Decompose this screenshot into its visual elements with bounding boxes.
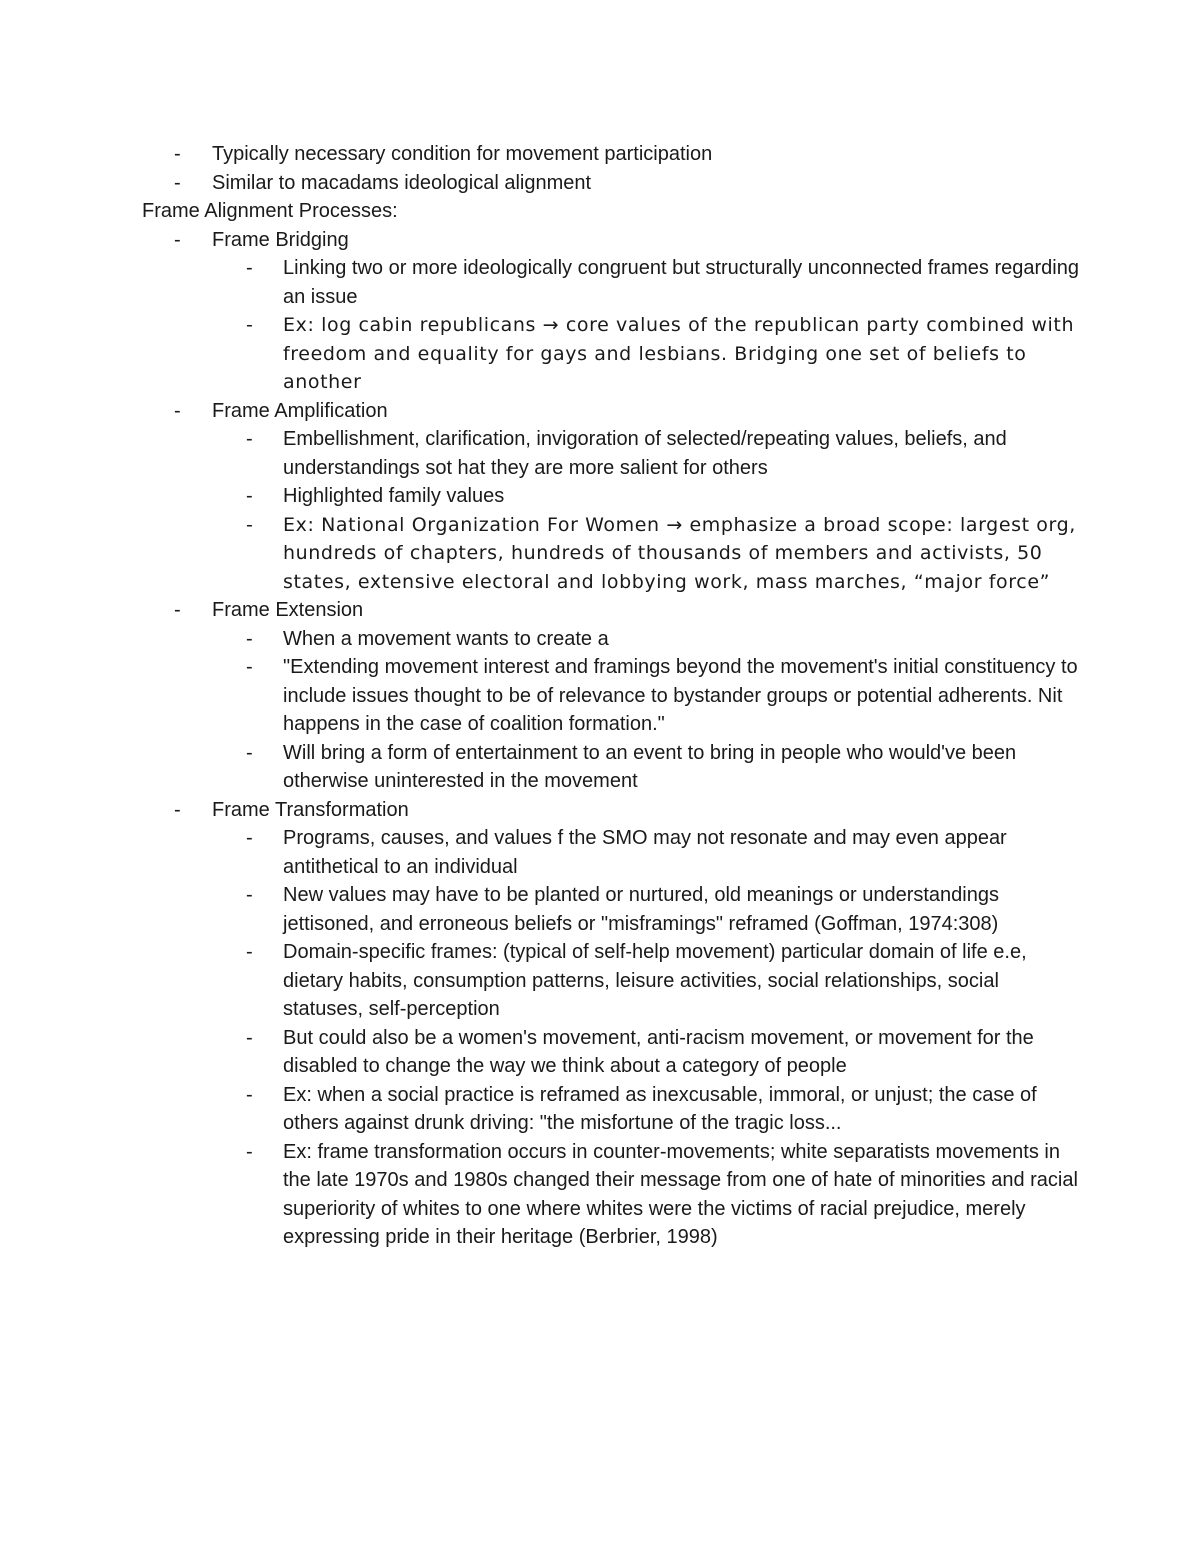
bullet-text: Ex: frame transformation occurs in counter-movements; white separatists movements in the late 1970s and 1980s changed their message from one of hate of minorities and racial superiority of whites to one where whites were the victims of racial prejudice, merely expressing pride in their heritage (Berbrier, 1998) (283, 1140, 1078, 1248)
bullet-dash: - (174, 599, 181, 621)
bullet-text: Similar to macadams ideological alignment (212, 171, 592, 194)
bullet-dash: - (246, 1083, 253, 1106)
sub-bullet-item (140, 511, 1080, 597)
bullet-dash: - (246, 656, 253, 678)
bullet-dash: - (246, 314, 254, 336)
bullet-item (140, 169, 1080, 198)
bullet-dash: - (174, 143, 181, 165)
sub-bullet-item (140, 425, 1080, 482)
bullet-dash: - (246, 741, 253, 764)
bullet-dash: - (174, 171, 181, 194)
sub-bullet-item (140, 739, 1080, 796)
bullet-text: When a movement wants to create a (283, 627, 609, 650)
sub-bullet-item (140, 625, 1080, 654)
sub-bullet-item (140, 1081, 1080, 1138)
bullet-text: Ex: when a social practice is reframed as inexcusable, immoral, or unjust; the case of others against drunk driving: "the misfortune of the tragic loss... (283, 1083, 1037, 1134)
bullet-dash: - (174, 399, 181, 422)
bullet-dash: - (246, 513, 254, 536)
bullet-item (140, 140, 1080, 169)
bullet-text: Ex: National Organization For Women → emphasize a broad scope: largest org, hundreds of chapters, hundreds of thousands of members and activists, 50 states, extensive electoral and lobbying work, mass marches, “major force” (283, 513, 1076, 593)
sub-bullet-item (140, 938, 1080, 1024)
bullet-text: Embellishment, clarification, invigoration of selected/repeating values, beliefs, and understandings sot hat they are more salient for others (283, 428, 1007, 479)
sub-bullet-item (140, 482, 1080, 511)
bullet-text: "Extending movement interest and framings beyond the movement's initial constituency to include issues thought to be of relevance to bystander groups or potential adherents. Nit happens in the case of coalition formation." (283, 656, 1078, 735)
bullet-item-frame-transformation (140, 796, 1080, 825)
bullet-dash: - (246, 257, 253, 279)
bullet-text: Frame Amplification (212, 399, 388, 422)
sub-bullet-item (140, 311, 1080, 397)
bullet-text: Frame Transformation (212, 798, 409, 821)
bullet-text: But could also be a women's movement, anti-racism movement, or movement for the disabled to change the way we think about a category of people (283, 1026, 1034, 1077)
bullet-text: Domain-specific frames: (typical of self-help movement) particular domain of life e.e, dietary habits, consumption patterns, leisure activities, social relationships, social statuses, self-perception (283, 941, 1027, 1020)
sub-bullet-item (140, 824, 1080, 881)
bullet-dash: - (246, 627, 253, 650)
bullet-dash: - (246, 941, 253, 963)
bullet-text: Highlighted family values (283, 485, 505, 507)
bullet-item-frame-amplification (140, 397, 1080, 426)
bullet-dash: - (246, 428, 253, 450)
bullet-item-frame-extension (140, 596, 1080, 625)
sub-bullet-item (140, 881, 1080, 938)
bullet-dash: - (246, 1140, 253, 1163)
bullet-text: Ex: log cabin republicans → core values of the republican party combined with freedom and equality for gays and lesbians. Bridging one set of beliefs to another (283, 314, 1075, 393)
sub-bullet-item (140, 1024, 1080, 1081)
bullet-text: Programs, causes, and values f the SMO may not resonate and may even appear antithetical to an individual (283, 827, 1007, 878)
sub-bullet-item (140, 653, 1080, 739)
bullet-text: New values may have to be planted or nurtured, old meanings or understandings jettisoned, and erroneous beliefs or "misframings" reframed (Goffman, 1974:308) (283, 884, 999, 935)
bullet-text: Typically necessary condition for movement participation (212, 143, 713, 165)
bullet-dash: - (174, 228, 181, 251)
sub-bullet-item (140, 254, 1080, 311)
section-heading (140, 197, 1080, 226)
bullet-text: Frame Bridging (212, 228, 349, 251)
bullet-text: Linking two or more ideologically congruent but structurally unconnected frames regarding an issue (283, 257, 1079, 308)
notes-body (140, 140, 1080, 1252)
bullet-dash: - (174, 798, 181, 821)
bullet-dash: - (246, 1026, 253, 1049)
sub-bullet-item (140, 1138, 1080, 1252)
bullet-text: Frame Extension (212, 599, 364, 621)
bullet-dash: - (246, 884, 253, 906)
bullet-item-frame-bridging (140, 226, 1080, 255)
bullet-text: Will bring a form of entertainment to an event to bring in people who would've been otherwise uninterested in the movement (283, 741, 1017, 792)
bullet-dash: - (246, 827, 253, 849)
heading-text: Frame Alignment Processes: (142, 200, 398, 222)
bullet-dash: - (246, 485, 253, 507)
